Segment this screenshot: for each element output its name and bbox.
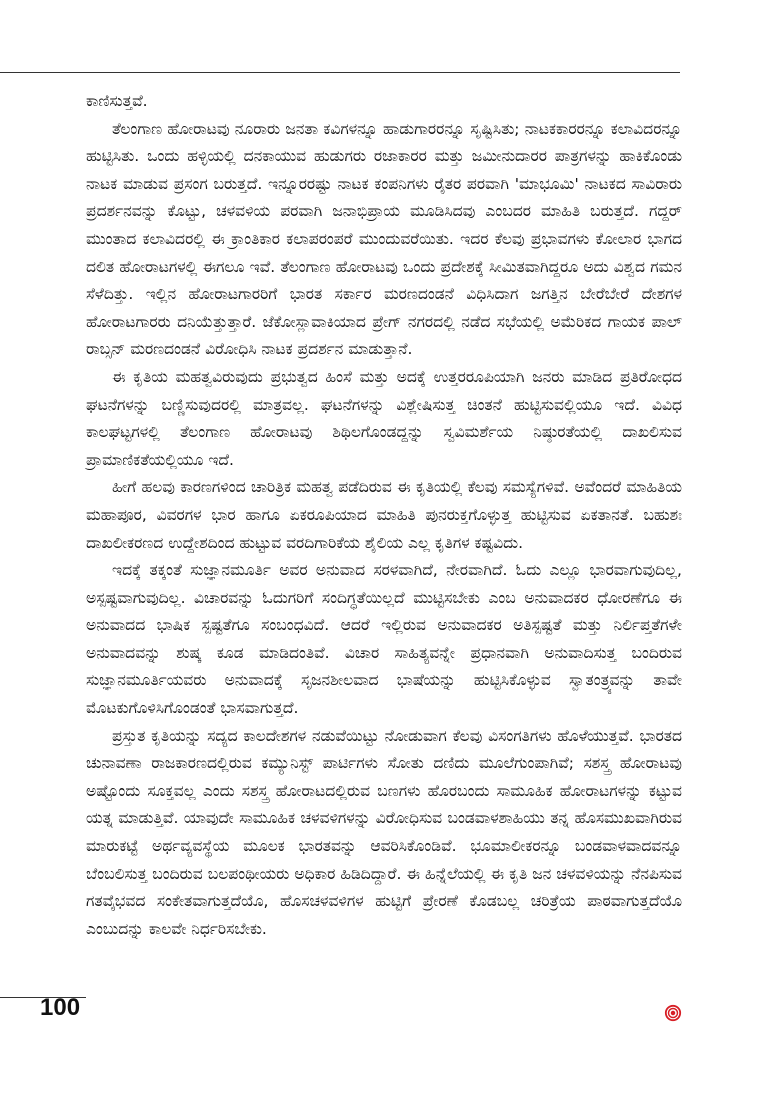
page-number: 100 xyxy=(40,994,81,1021)
paragraph: ಇದಕ್ಕೆ ತಕ್ಕಂತೆ ಸುಜ್ಞಾನಮೂರ್ತಿ ಅವರ ಅನುವಾದ ಸರಳವಾಗಿದೆ, ನೇರವಾಗಿದೆ. ಓದು ಎಲ್ಲೂ ಭಾರವಾಗುವುದಿಲ್ಲ, ಅಸ್ಪಷ್ಟವಾಗುವುದಿಲ್ಲ. ವಿಚಾರವನ್ನು ಓದುಗರಿಗೆ ಸಂದಿಗ್ಧತೆಯಿಲ್ಲದೆ ಮುಟ್ಟಿಸಬೇಕು ಎಂಬ ಅನುವಾದಕರ ಧೋರಣೆಗೂ ಈ ಅನುವಾದದ ಭಾಷಿಕ ಸ್ಪಷ್ಟತೆಗೂ ಸಂಬಂಧವಿದೆ. ಆದರೆ ಇಲ್ಲಿರುವ ಅನುವಾದಕರ ಅತಿಸ್ಪಷ್ಟತೆ ಮತ್ತು ನಿರ್ಲಿಪ್ತತೆಗಳೇ ಅನುವಾದವನ್ನು ಶುಷ್ಕ ಕೂಡ ಮಾಡಿದಂತಿವೆ. ವಿಚಾರ ಸಾಹಿತ್ಯವನ್ನೇ ಪ್ರಧಾನವಾಗಿ ಅನುವಾದಿಸುತ್ತ ಬಂದಿರುವ ಸುಜ್ಞಾನಮೂರ್ತಿಯವರು ಅನುವಾದಕ್ಕೆ ಸೃಜನಶೀಲವಾದ ಭಾಷೆಯನ್ನು ಹುಟ್ಟಿಸಿಕೊಳ್ಳುವ ಸ್ವಾತಂತ್ರ್ಯವನ್ನು ತಾವೇ ಮೊಟಕುಗೊಳಿಸಿಗೊಂಡಂತೆ ಭಾಸವಾಗುತ್ತದೆ. xyxy=(86,561,682,718)
spiral-ornament-icon xyxy=(664,1004,682,1022)
header-rule xyxy=(0,72,680,73)
body-text xyxy=(86,88,682,943)
paragraph: ಈ ಕೃತಿಯ ಮಹತ್ವವಿರುವುದು ಪ್ರಭುತ್ವದ ಹಿಂಸೆ ಮತ್ತು ಅದಕ್ಕೆ ಉತ್ತರರೂಪಿಯಾಗಿ ಜನರು ಮಾಡಿದ ಪ್ರತಿರೋಧದ ಘಟನೆಗಳನ್ನು ಬಣ್ಣಿಸುವುದರಲ್ಲಿ ಮಾತ್ರವಲ್ಲ. ಘಟನೆಗಳನ್ನು ವಿಶ್ಲೇಷಿಸುತ್ತ ಚಿಂತನೆ ಹುಟ್ಟಿಸುವಲ್ಲಿಯೂ ಇದೆ. ವಿವಿಧ ಕಾಲಘಟ್ಟಗಳಲ್ಲಿ ತೆಲಂಗಾಣ ಹೋರಾಟವು ಶಿಥಿಲಗೊಂಡದ್ದನ್ನು ಸ್ವವಿಮರ್ಶೆಯ ನಿಷ್ಠುರತೆಯಲ್ಲಿ ದಾಖಲಿಸುವ ಪ್ರಾಮಾಣಿಕತೆಯಲ್ಲಿಯೂ ಇದೆ. xyxy=(86,367,682,469)
paragraph: ಹೀಗೆ ಹಲವು ಕಾರಣಗಳಿಂದ ಚಾರಿತ್ರಿಕ ಮಹತ್ವ ಪಡೆದಿರುವ ಈ ಕೃತಿಯಲ್ಲಿ ಕೆಲವು ಸಮಸ್ಯೆಗಳಿವೆ. ಅವೆಂದರೆ ಮಾಹಿತಿಯ ಮಹಾಪೂರ, ವಿವರಗಳ ಭಾರ ಹಾಗೂ ಏಕರೂಪಿಯಾದ ಮಾಹಿತಿ ಪುನರುಕ್ತಗೊಳ್ಳುತ್ತ ಹುಟ್ಟಿಸುವ ಏಕತಾನತೆ. ಬಹುಶಃ ದಾಖಲೀಕರಣದ ಉದ್ದೇಶದಿಂದ ಹುಟ್ಟುವ ವರದಿಗಾರಿಕೆಯ ಶೈಲಿಯ ಎಲ್ಲ ಕೃತಿಗಳ ಕಷ್ಟವಿದು. xyxy=(86,478,682,552)
paragraph-continuation: ಕಾಣಿಸುತ್ತವೆ. xyxy=(86,92,148,110)
paragraph: ಪ್ರಸ್ತುತ ಕೃತಿಯನ್ನು ಸದ್ಯದ ಕಾಲದೇಶಗಳ ನಡುವೆಯಿಟ್ಟು ನೋಡುವಾಗ ಕೆಲವು ವಿಸಂಗತಿಗಳು ಹೊಳೆಯುತ್ತವೆ. ಭಾರತದ ಚುನಾವಣಾ ರಾಜಕಾರಣದಲ್ಲಿರುವ ಕಮ್ಯುನಿಸ್ಟ್ ಪಾರ್ಟಿಗಳು ಸೋತು ದಣಿದು ಮೂಲೆಗುಂಪಾಗಿವೆ; ಸಶಸ್ತ್ರ ಹೋರಾಟವು ಅಷ್ಟೊಂದು ಸೂಕ್ತವಲ್ಲ ಎಂದು ಸಶಸ್ತ್ರ ಹೋರಾಟದಲ್ಲಿರುವ ಬಣಗಳು ಹೊರಬಂದು ಸಾಮೂಹಿಕ ಹೋರಾಟಗಳನ್ನು ಕಟ್ಟುವ ಯತ್ನ ಮಾಡುತ್ತಿವೆ. ಯಾವುದೇ ಸಾಮೂಹಿಕ ಚಳವಳಿಗಳನ್ನು ವಿರೋಧಿಸುವ ಬಂಡವಾಳಶಾಹಿಯು ತನ್ನ ಹೊಸಮುಖವಾಗಿರುವ ಮಾರುಕಟ್ಟೆ ಅರ್ಥವ್ಯವಸ್ಥೆಯ ಮೂಲಕ ಭಾರತವನ್ನು ಆವರಿಸಿಕೊಂಡಿವೆ. ಭೂಮಾಲೀಕರನ್ನೂ ಬಂಡವಾಳವಾದವನ್ನೂ ಬೆಂಬಲಿಸುತ್ತ ಬಂದಿರುವ ಬಲಪಂಥೀಯರು ಅಧಿಕಾರ ಹಿಡಿದಿದ್ದಾರೆ. ಈ ಹಿನ್ನೆಲೆಯಲ್ಲಿ ಈ ಕೃತಿ ಜನ ಚಳವಳಿಯನ್ನು ನೆನಪಿಸುವ ಗತವೈಭವದ ಸಂಕೇತವಾಗುತ್ತದೆಯೊ, ಹೊಸಚಳವಳಿಗಳ ಹುಟ್ಟಿಗೆ ಪ್ರೇರಣೆ ಕೊಡಬಲ್ಲ ಚರಿತ್ರೆಯ ಪಾಠವಾಗುತ್ತದೆಯೊ ಎಂಬುದನ್ನು ಕಾಲವೇ ನಿರ್ಧರಿಸಬೇಕು. xyxy=(86,726,682,938)
paragraph: ತೆಲಂಗಾಣ ಹೋರಾಟವು ನೂರಾರು ಜನತಾ ಕವಿಗಳನ್ನೂ ಹಾಡುಗಾರರನ್ನೂ ಸೃಷ್ಟಿಸಿತು; ನಾಟಕಕಾರರನ್ನೂ ಕಲಾವಿದರನ್ನೂ ಹುಟ್ಟಿಸಿತು. ಒಂದು ಹಳ್ಳಿಯಲ್ಲಿ ದನಕಾಯುವ ಹುಡುಗರು ರಜಾಕಾರರ ಮತ್ತು ಜಮೀನುದಾರರ ಪಾತ್ರಗಳನ್ನು ಹಾಕಿಕೊಂಡು ನಾಟಕ ಮಾಡುವ ಪ್ರಸಂಗ ಬರುತ್ತದೆ. ಇನ್ನೂರರಷ್ಟು ನಾಟಕ ಕಂಪನಿಗಳು ರೈತರ ಪರವಾಗಿ 'ಮಾಭೂಮಿ' ನಾಟಕದ ಸಾವಿರಾರು ಪ್ರದರ್ಶನವನ್ನು ಕೊಟ್ಟು, ಚಳವಳಿಯ ಪರವಾಗಿ ಜನಾಭಿಪ್ರಾಯ ಮೂಡಿಸಿದವು ಎಂಬದರ ಮಾಹಿತಿ ಬರುತ್ತದೆ. ಗದ್ದರ್ ಮುಂತಾದ ಕಲಾವಿದರಲ್ಲಿ ಈ ಕ್ರಾಂತಿಕಾರ ಕಲಾಪರಂಪರೆ ಮುಂದುವರೆಯಿತು. ಇದರ ಕೆಲವು ಪ್ರಭಾವಗಳು ಕೋಲಾರ ಭಾಗದ ದಲಿತ ಹೋರಾಟಗಳಲ್ಲಿ ಈಗಲೂ ಇವೆ. ತೆಲಂಗಾಣ ಹೋರಾಟವು ಒಂದು ಪ್ರದೇಶಕ್ಕೆ ಸೀಮಿತವಾಗಿದ್ದರೂ ಅದು ವಿಶ್ವದ ಗಮನ ಸೆಳೆದಿತ್ತು. ಇಲ್ಲಿನ ಹೋರಾಟಗಾರರಿಗೆ ಭಾರತ ಸರ್ಕಾರ ಮರಣದಂಡನೆ ವಿಧಿಸಿದಾಗ ಜಗತ್ತಿನ ಬೇರೆಬೇರೆ ದೇಶಗಳ ಹೋರಾಟಗಾರರು ದನಿಯೆತ್ತುತ್ತಾರೆ. ಜೆಕೋಸ್ಲಾವಾಕಿಯಾದ ಪ್ರೇಗ್ ನಗರದಲ್ಲಿ ನಡೆದ ಸಭೆಯಲ್ಲಿ ಅಮೆರಿಕದ ಗಾಯಕ ಪಾಲ್ ರಾಬ್ಸನ್ ಮರಣದಂಡನೆ ವಿರೋಧಿಸಿ ನಾಟಕ ಪ್ರದರ್ಶನ ಮಾಡುತ್ತಾನೆ. xyxy=(86,119,682,359)
